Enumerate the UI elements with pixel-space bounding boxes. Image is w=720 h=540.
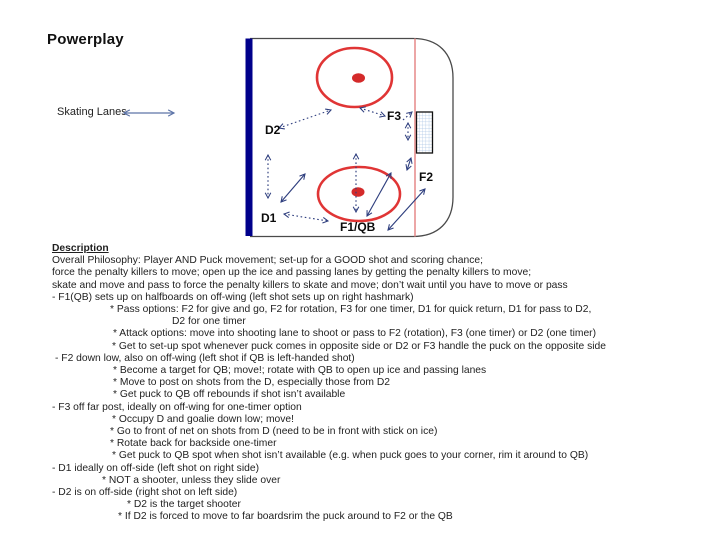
description-line: * Move to post on shots from the D, especially those from D2 bbox=[113, 377, 390, 389]
description-line: * Occupy D and goalie down low; move! bbox=[112, 413, 295, 425]
description-line: Overall Philosophy: Player AND Puck movement; set-up for a GOOD shot and scoring chance; bbox=[52, 255, 483, 267]
description-line: * Become a target for QB; move!; rotate with QB to open up ice and passing lanes bbox=[113, 365, 487, 377]
page-title: Powerplay bbox=[47, 31, 124, 48]
description-line: * Rotate back for backside one-timer bbox=[110, 438, 277, 450]
description-line: * Attack options: move into shooting lane to shoot or pass to F2 (rotation), F3 (one timer) or D2 (one timer) bbox=[113, 328, 597, 340]
description-line: * If D2 is forced to move to far boardsrim the puck around to F2 or the QB bbox=[118, 511, 453, 523]
faceoff-dot-bottom bbox=[352, 187, 365, 197]
description-heading: Description bbox=[52, 243, 109, 254]
player-label-d1: D1 bbox=[261, 211, 277, 225]
skating-lanes-label: Skating Lanes bbox=[57, 106, 127, 118]
player-label-f1qb: F1/QB bbox=[340, 220, 376, 234]
description-line: - F3 off far post, ideally on off-wing for one-timer option bbox=[52, 401, 302, 413]
description-line: force the penalty killers to move; open up the ice and passing lanes by getting the penalty killers to move; bbox=[52, 267, 532, 279]
player-label-f3: F3 bbox=[387, 109, 402, 123]
description-line: * Get puck to QB spot when shot isn’t available (e.g. when puck goes to your corner, rim it around to QB) bbox=[112, 450, 589, 462]
arrow-d2-to-circle bbox=[279, 110, 331, 128]
arrow-f2-to-net bbox=[407, 158, 411, 170]
description-line: * Get to set-up spot whenever puck comes in opposite side or D2 or F3 handle the puck on the opposite side bbox=[112, 340, 606, 352]
description-line: skate and move and pass to force the penalty killers to skate and move; don’t wait until you have to move or pass bbox=[52, 279, 568, 291]
arrow-d1-to-f1qb bbox=[284, 214, 328, 221]
faceoff-dot-top bbox=[352, 73, 365, 83]
arrow-d1-diagonal-lane bbox=[281, 174, 305, 202]
description-line: D2 for one timer bbox=[172, 316, 246, 328]
description-line: * Get puck to QB off rebounds if shot isn’t available bbox=[113, 389, 346, 401]
description-line: * Pass options: F2 for give and go, F2 for rotation, F3 for one timer, D1 for quick return, D1 for pass to D2, bbox=[110, 304, 592, 316]
arrow-circle-to-f3 bbox=[360, 108, 385, 116]
description-line: * D2 is the target shooter bbox=[127, 499, 241, 511]
description-line: - F2 down low, also on off-wing (left shot if QB is left-handed shot) bbox=[55, 352, 355, 364]
description-line: * NOT a shooter, unless they slide over bbox=[102, 474, 281, 486]
goal-net bbox=[417, 112, 433, 153]
arrow-f3-to-net bbox=[403, 112, 412, 120]
blue-line bbox=[246, 39, 253, 237]
description-line: - D1 ideally on off-side (left shot on right side) bbox=[52, 462, 259, 474]
description-line: * Go to front of net on shots from D (need to be in front with stick on ice) bbox=[110, 426, 438, 438]
description-block bbox=[52, 243, 697, 524]
arrow-f1qb-circle-diagonal bbox=[367, 173, 391, 216]
description-lines bbox=[52, 255, 697, 523]
player-label-d2: D2 bbox=[265, 123, 281, 137]
player-label-f2: F2 bbox=[419, 170, 434, 184]
description-line: - D2 is on off-side (right shot on left side) bbox=[52, 487, 238, 499]
description-line: - F1(QB) sets up on halfboards on off-wing (left shot sets up on right hashmark) bbox=[52, 291, 414, 303]
